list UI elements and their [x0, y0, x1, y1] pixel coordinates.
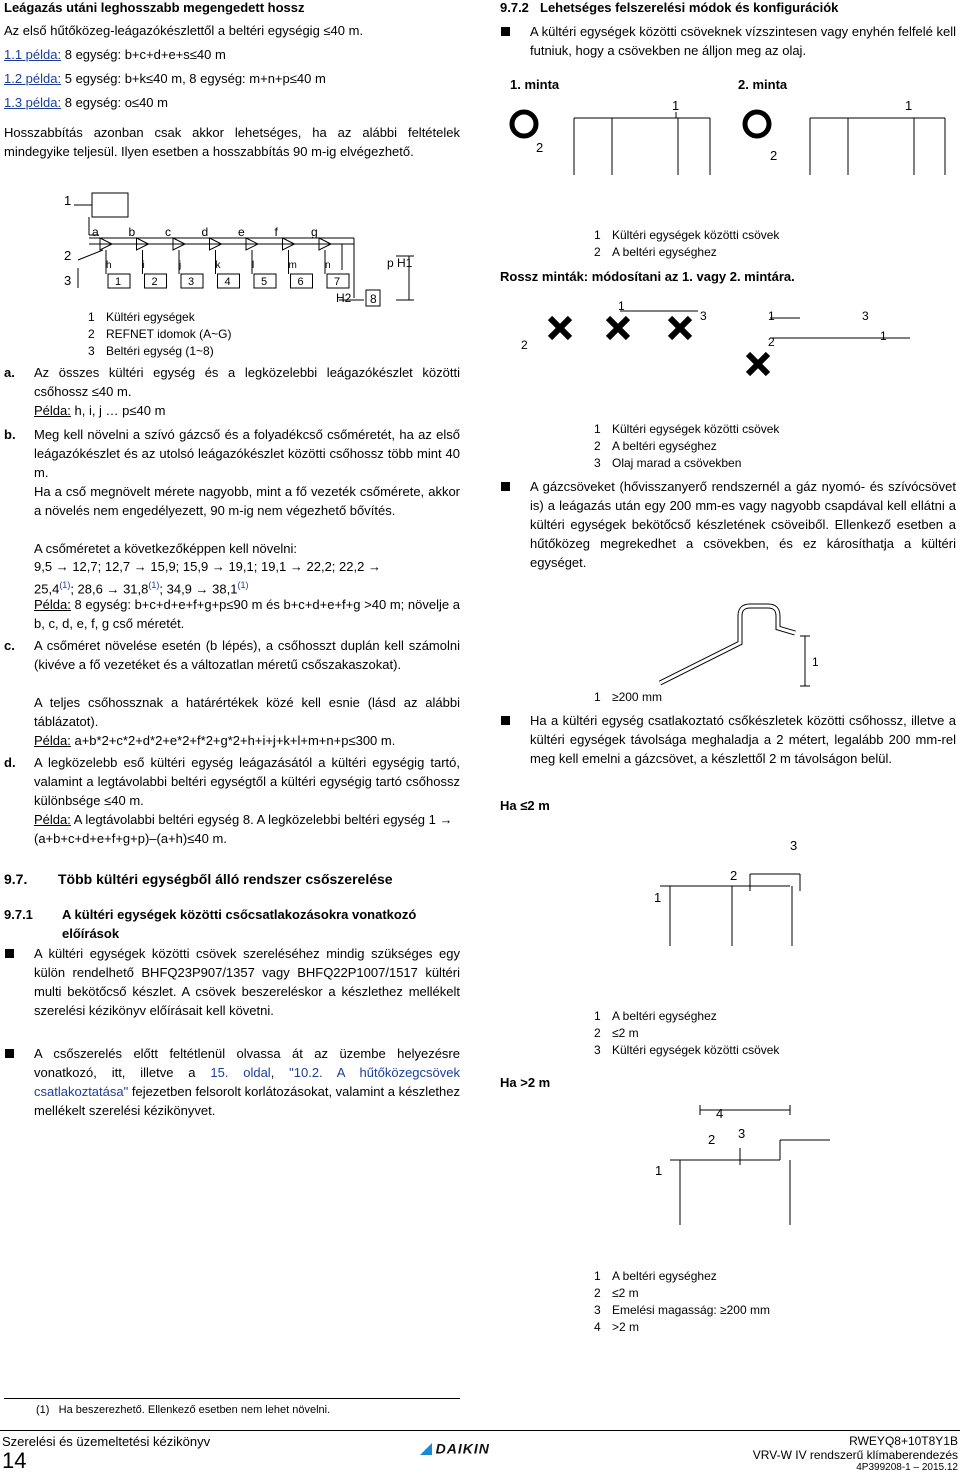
item-b-example: Példa: 8 egység: b+c+d+e+f+g+p≤90 m és b+c+d+e+f+g >40 m; növelje a b, c, d, e, f, g cső méretét.: [34, 597, 460, 631]
case-1-legend: [594, 1008, 779, 1059]
intro-text: Az első hűtőközeg-leágazókészlettől a beltéri egységig ≤40 m.: [4, 23, 364, 38]
bullet-square: [501, 27, 510, 36]
branch-piping-diagram: [4, 188, 424, 308]
legend-item: 2 A beltéri egységhez: [594, 439, 717, 453]
bullet-square: [5, 949, 14, 958]
item-a-letter: a.: [4, 365, 15, 380]
item-b-p1: Meg kell növelni a szívó gázcső és a folyadékcső csőméretét, ha az első leágazókészlet és az utolsó leágazókészlet közötti csőhossz több mint 40 m.: [34, 427, 460, 480]
wrong-num-2b: 2: [768, 335, 775, 349]
indoor-unit-label-3: 3: [188, 276, 195, 288]
legend-item: 1 Kültéri egységek: [88, 310, 195, 324]
link-section-10-2[interactable]: "10.2. A hűtőközegcsövek csatlakoztatása": [34, 1065, 460, 1099]
item-c-letter: c.: [4, 638, 15, 653]
diagram-num-1: 1: [64, 193, 72, 208]
legend-item: 1 Kültéri egységek közötti csövek: [594, 422, 780, 436]
bullet-square: [5, 1049, 14, 1058]
wrong-patterns-heading: Rossz minták: módosítani az 1. vagy 2. mintára.: [500, 269, 795, 284]
wrong-num-1: 1: [618, 299, 625, 313]
item-b-sizes-2: 25,4$^{(1)}$; $28,6 \to 31,8^{(1)}$; $34,9 \to 38,1^{(1)}$: [34, 580, 249, 597]
case1-num-1: 1: [654, 890, 662, 905]
branch-letter-k: k: [215, 260, 221, 271]
case-1-label: Ha ≤2 m: [500, 798, 550, 813]
footer-product: VRV-W IV rendszerű klímaberendezés: [752, 1448, 958, 1462]
section-9-7-2-title: Lehetséges felszerelési módok és konfigurációk: [540, 0, 839, 15]
case1-num-3: 3: [790, 838, 798, 853]
fig1b-num-2: 2: [770, 148, 778, 163]
case-2-label: Ha >2 m: [500, 1075, 551, 1090]
section-9-7-title: Több kültéri egységből álló rendszer csőszerelése: [58, 871, 393, 887]
footer-page-number: 14: [2, 1448, 27, 1473]
legend-item: 2 ≤2 m: [594, 1026, 639, 1040]
diagram-p-label: p: [387, 256, 394, 270]
legend-item: 2 REFNET idomok (A~G): [88, 327, 232, 341]
example-1-3: 1.3 példa: 8 egység: o≤40 m: [4, 95, 168, 110]
indoor-unit-label-7: 7: [334, 276, 341, 288]
indoor-unit-label-2: 2: [151, 276, 158, 288]
footer-manual: Szerelési és üzemeltetési kézikönyv: [2, 1434, 211, 1449]
legend-item: 1 A beltéri egységhez: [594, 1269, 717, 1283]
bullet-kit-text: A kültéri egységek közötti csövek szereléséhez mindig szükséges egy külön rendelhető BHFQ23P907/1357 vagy BHFQ22P1007/1517 kültéri multi bekötőcső készlet. A csövek beszereléskor a készlethez mellékelt szerelési kézikönyv előírásait kell követni.: [34, 946, 460, 1018]
trap-figure: [650, 588, 830, 688]
pattern-2-label: 2. minta: [738, 77, 788, 92]
legend-item: 4 >2 m: [594, 1320, 640, 1334]
branch-letter-h: h: [106, 260, 112, 271]
case2-num-2: 2: [708, 1132, 716, 1147]
pattern-legend: [594, 227, 779, 261]
branch-letter-m: m: [288, 260, 297, 271]
indoor-unit-label-1: 1: [115, 276, 122, 288]
bullet-read-text: A csőszerelés előtt feltétlenül olvassa át az üzembe helyezésre vonatkozó, itt, illetve a 15. oldal, "10.2. A hűtőközegcsövek csatlakoztatása" fejezetben felsorolt korlátozásokat, valamint a készlethez mellékelt szerelési kézikönyvet.: [34, 1046, 460, 1118]
indoor-unit-label-6: 6: [297, 276, 304, 288]
fig1-num-2: 2: [536, 140, 544, 155]
wrong-num-3b: 3: [862, 309, 869, 323]
branch-letter-n: n: [325, 260, 331, 271]
diagram-legend: [88, 309, 231, 360]
footer-model: RWEYQ8+10T8Y1B: [849, 1434, 958, 1448]
trap-num-1: 1: [812, 655, 819, 669]
diagram-num-3: 3: [64, 273, 72, 288]
case1-num-2: 2: [730, 868, 738, 883]
pipe-letter-e: e: [238, 225, 245, 239]
legend-item: 3 Beltéri egység (1~8): [88, 344, 214, 358]
footnote-rule: [4, 1398, 460, 1399]
wrong-patterns-figure: [500, 296, 956, 386]
example-1-2: 1.2 példa: 5 egység: b+k≤40 m, 8 egység: m+n+p≤40 m: [4, 71, 326, 86]
daikin-logo: DAIKIN: [420, 1440, 490, 1457]
pipe-letter-f: f: [274, 225, 278, 239]
footer-doc-number: 4P399208-1 – 2015.12: [856, 1462, 958, 1473]
legend-item: 2 ≤2 m: [594, 1286, 639, 1300]
item-c-example: Példa: a+b*2+c*2+d*2+e*2+f*2+g*2+h+i+j+k+l+m+n+p≤300 m.: [34, 733, 396, 748]
item-a-text: Az összes kültéri egység és a legközelebbi leágazókészlet közötti csőhossz ≤40 m.: [34, 365, 460, 399]
diagram-num-2: 2: [64, 248, 72, 263]
item-b-p3: A csőméretet a következőképpen kell növelni:: [34, 541, 298, 556]
section-9-7-1-title: A kültéri egységek közötti csőcsatlakozásokra vonatkozó előírások: [62, 907, 417, 941]
example-1-1: 1.1 példa: 8 egység: b+c+d+e+s≤40 m: [4, 47, 226, 62]
diagram-h1-label: H1: [397, 256, 413, 270]
case2-num-3: 3: [738, 1126, 746, 1141]
daikin-logo-icon: [420, 1443, 432, 1455]
legend-item: 3 Emelési magasság: ≥200 mm: [594, 1303, 770, 1317]
indoor-unit-label-5: 5: [261, 276, 268, 288]
diagram-last-unit: 8: [370, 292, 377, 306]
pipe-letter-d: d: [201, 225, 209, 239]
extension-text: Hosszabbítás azonban csak akkor lehetséges, ha az alábbi feltételek mindegyike teljesül. Ilyen esetben a hosszabbítás 90 m-ig elvégezhető.: [4, 125, 460, 159]
wrong-num-2: 2: [521, 338, 528, 352]
case-2-figure: [650, 1100, 950, 1260]
wrong-num-1c: 1: [880, 329, 887, 343]
item-b-p2: Ha a cső megnövelt mérete nagyobb, mint a fő vezeték csőmérete, akkor a növelés nem engedélyezett, 90 m-ig nem végezhető bővítés.: [34, 484, 460, 518]
pipe-letter-a: a: [92, 225, 99, 239]
pipe-letter-g: g: [311, 225, 318, 239]
pipe-letter-b: b: [128, 225, 136, 239]
pattern-figure: [500, 100, 956, 180]
case-2-legend: [594, 1268, 770, 1336]
fig1b-num-1: 1: [905, 100, 913, 113]
bullet-raise-text: Ha a kültéri egység csatlakoztató csőkészletek közötti csőhossz, illetve a kültéri egységek távolsága meghaladja a 2 métert, legalább 200 mm-rel meg kell emelni a gázcsövet, a készlettől 2 m távolságon belül.: [530, 713, 956, 766]
item-a-example: Példa: h, i, j … p≤40 m: [34, 403, 166, 418]
footnote: (1) Ha beszerezhető. Ellenkező esetben nem lehet növelni.: [36, 1404, 331, 1416]
outdoor-unit-box: [92, 193, 128, 217]
item-c-p1: A csőméret növelése esetén (b lépés), a csőhosszt duplán kell számolni (kivéve a fő vezetéket és a változatlan méretű csőszakaszokat).: [34, 638, 460, 672]
item-d-example: Példa: A legtávolabbi beltéri egység 8. A legközelebbi beltéri egység 1 → (a+b+c+d+e+f+g+p)–(a+h)≤40 m.: [34, 812, 453, 846]
bullet-square: [501, 482, 510, 491]
diagram-h2-label: H2: [336, 291, 352, 305]
bullet-square: [501, 716, 510, 725]
bullet-horizontal-text: A kültéri egységek közötti csöveknek vízszintesen vagy enyhén felfelé kell futniuk, hogy a csövekben ne álljon meg az olaj.: [530, 24, 956, 58]
section-9-7-num: 9.7.: [4, 871, 28, 887]
item-d-letter: d.: [4, 755, 16, 770]
case2-num-4: 4: [716, 1106, 724, 1121]
legend-item: 3 Kültéri egységek közötti csövek: [594, 1043, 780, 1057]
indoor-unit-label-4: 4: [224, 276, 231, 288]
item-c-p2: A teljes csőhossznak a határértékek közé kell esnie (lásd az alábbi táblázatot).: [34, 695, 460, 729]
fig1-num-1: 1: [672, 100, 680, 113]
refnet-row: [92, 225, 349, 288]
bullet-trap-text: A gázcsöveket (hővisszanyerő rendszernél a gáz nyomó- és szívócsövet is) a leágazás után egy 200 mm-es vagy nagyobb csapdával kell ellátni a kültéri egységek bekötőcső készletének csöveiből. Ellenkező esetben a hűtőközeg megrekedhet a csövekben, és ez károsíthatja a kültéri egységet.: [530, 479, 956, 570]
wrong-legend: [594, 421, 779, 472]
branch-letter-j: j: [179, 260, 182, 271]
pipe-letter-c: c: [165, 225, 171, 239]
legend-item: 3 Olaj marad a csövekben: [594, 456, 742, 470]
heading-branch-length: Leágazás utáni leghosszabb megengedett hossz: [4, 0, 305, 15]
item-b-sizes-1: 9,5 → 12,7; 12,7 → 15,9; 15,9 → 19,1; 19,1 → 22,2; 22,2 →: [34, 559, 381, 574]
trap-legend: 1 ≥200 mm: [594, 690, 662, 704]
legend-item: 1 Kültéri egységek közötti csövek: [594, 228, 780, 242]
wrong-num-1b: 1: [768, 309, 775, 323]
legend-item: 1 A beltéri egységhez: [594, 1009, 717, 1023]
wrong-num-3: 3: [700, 309, 707, 323]
item-d-p1: A legközelebb eső kültéri egység leágazásától a kültéri egységig tartó, valamint a legtávolabbi beltéri egységtől a kültéri egységig tartó csőhossz különbsége ≤40 m.: [34, 755, 460, 808]
legend-item: 2 A beltéri egységhez: [594, 245, 717, 259]
footer-rule: [0, 1430, 960, 1431]
case-1-figure: [640, 836, 940, 1006]
branch-letter-i: i: [142, 260, 145, 271]
pattern-1-label: 1. minta: [510, 77, 560, 92]
link-page-15[interactable]: 15. oldal: [210, 1065, 271, 1080]
section-9-7-1-num: 9.7.1: [4, 907, 33, 922]
branch-letter-l: l: [252, 260, 255, 271]
case2-num-1: 1: [655, 1163, 663, 1178]
item-b-letter: b.: [4, 427, 16, 442]
section-9-7-2-num: 9.7.2: [500, 0, 529, 15]
